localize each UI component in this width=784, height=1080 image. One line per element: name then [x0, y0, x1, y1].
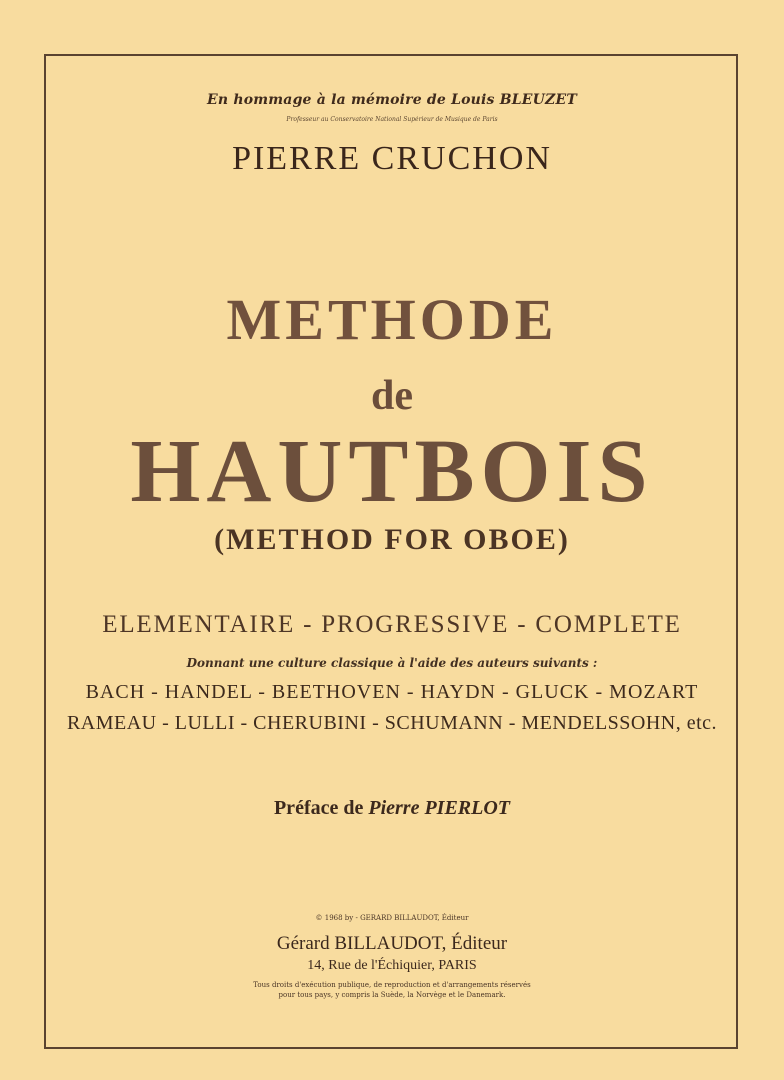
composers-intro: Donnant une culture classique à l'aide des auteurs suivants :: [186, 656, 598, 670]
publisher-name: Gérard BILLAUDOT, Éditeur: [276, 933, 508, 954]
composers-list-line-2: RAMEAU - LULLI - CHERUBINI - SCHUMANN - MENDELSSOHN, etc.: [66, 712, 718, 734]
title-de: de: [371, 373, 413, 419]
english-subtitle: (METHOD FOR OBOE): [214, 523, 570, 556]
preface-author: Pierre PIERLOT: [368, 797, 511, 819]
dedication-subtitle: Professeur au Conservatoire National Supérieur de Musique de Paris: [286, 116, 498, 123]
method-levels: ELEMENTAIRE - PROGRESSIVE - COMPLETE: [102, 611, 682, 638]
dedication-text: En hommage à la mémoire de Louis BLEUZET: [207, 92, 577, 108]
title-methode: METHODE: [226, 287, 558, 352]
rights-line-2: pour tous pays, y compris la Suède, la Norvège et le Danemark.: [278, 991, 506, 999]
title-hautbois: HAUTBOIS: [130, 422, 654, 521]
composer-name: PIERRE CRUCHON: [232, 140, 552, 177]
preface-credit: [0, 797, 784, 820]
publisher-address: 14, Rue de l'Échiquier, PARIS: [307, 958, 477, 973]
rights-line-1: Tous droits d'exécution publique, de reproduction et d'arrangements réservés: [253, 981, 531, 989]
copyright-notice: © 1968 by - GERARD BILLAUDOT, Éditeur: [315, 914, 469, 922]
composers-list-line-1: BACH - HANDEL - BEETHOVEN - HAYDN - GLUCK - MOZART: [85, 681, 699, 703]
preface-prefix: Préface de: [273, 797, 364, 819]
rights-notice: [0, 980, 784, 1000]
